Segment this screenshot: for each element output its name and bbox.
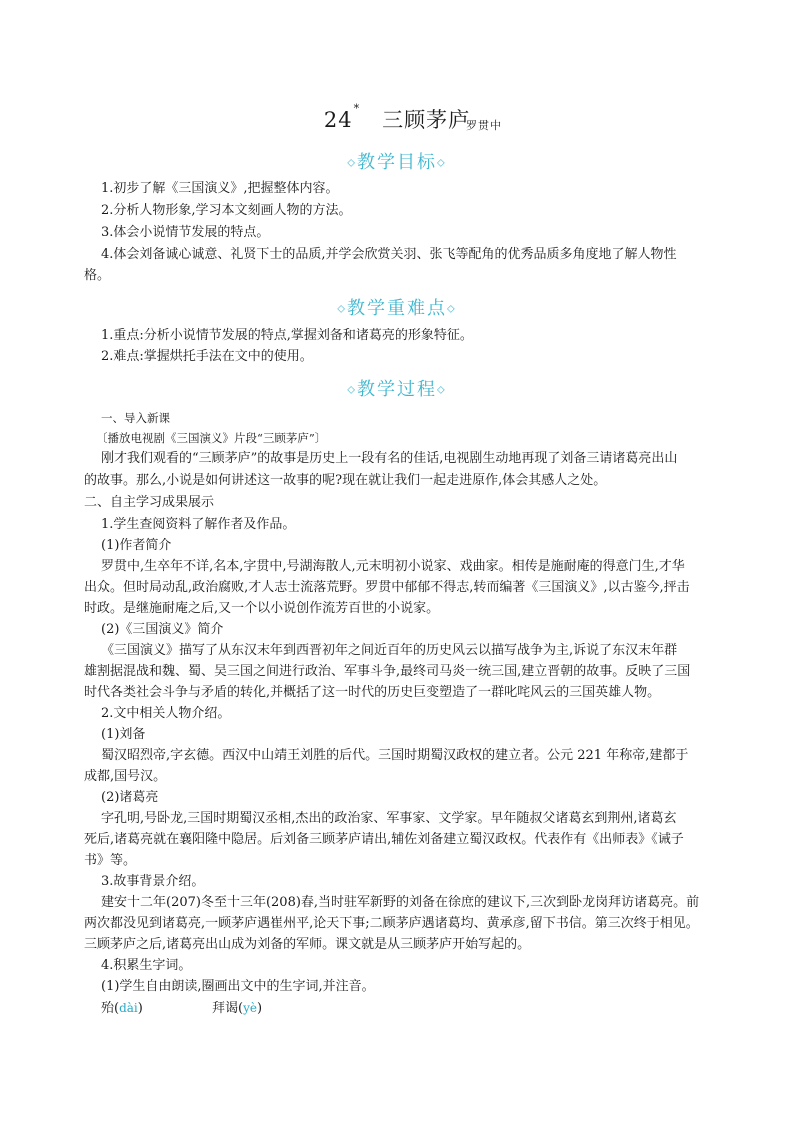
part-title: 二、自主学习成果展示 [84, 495, 215, 510]
goal-item: 3.体会小说情节发展的特点。 [101, 225, 270, 240]
lesson-name: 三顾茅庐 [382, 108, 471, 132]
paragraph-line: 建安十二年(207)冬至十三年(208)春,当时驻军新野的刘备在徐庶的建议下,三次到卧龙岗拜访诸葛亮。前 [101, 895, 700, 910]
vocab-word: 拜谒(yè) [212, 1001, 263, 1016]
paragraph-line: 的故事。那么,小说是如何讲述这一故事的呢?现在就让我们一起走进原作,体会其感人之处。 [84, 473, 607, 488]
paragraph-line: 《三国演义》描写了从东汉末年到西晋初年之间近百年的历史风云以描写战争为主,诉说了东汉末年群 [101, 643, 678, 658]
self-study-marker: * [353, 102, 361, 115]
diamond-icon: ◇ [347, 157, 357, 169]
paragraph-line: 两次都没见到诸葛亮,一顾茅庐遇崔州平,论天下事;二顾茅庐遇诸葛均、黄承彦,留下书信。第三次终于相见。 [84, 916, 699, 931]
pinyin: dài [119, 1001, 138, 1015]
part-note: 〔播放电视剧《三国演义》片段“三顾茅庐”〕 [96, 431, 327, 445]
paragraph-line: 雄割据混战和魏、蜀、吴三国之间进行政治、军事斗争,最终司马炎一统三国,建立晋朝的故事。反映了三国 [84, 664, 691, 679]
lesson-number: 24 [323, 108, 353, 132]
keypoint-item: 1.重点:分析小说情节发展的特点,掌握刘备和诸葛亮的形象特征。 [101, 328, 473, 343]
paragraph-line: 罗贯中,生卒年不详,名本,字贯中,号湖海散人,元末明初小说家、戏曲家。相传是施耐庵的得意门生,才华 [101, 559, 685, 574]
goal-item: 4.体会刘备诚心诚意、礼贤下士的品质,并学会欣赏关羽、张飞等配角的优秀品质多角度地了解人物性 [101, 247, 677, 262]
diamond-icon: ◇ [447, 303, 457, 315]
paragraph-line: 刚才我们观看的“三顾茅庐”的故事是历史上一段有名的佳话,电视剧生动地再现了刘备三请诸葛亮出山 [101, 451, 678, 466]
goal-item: 1.初步了解《三国演义》,把握整体内容。 [101, 181, 339, 196]
author-name: 罗贯中 [466, 119, 502, 132]
paragraph-line: 三顾茅庐之后,诸葛亮出山成为刘备的军师。课文就是从三顾茅庐开始写起的。 [84, 937, 531, 952]
paragraph-line: 字孔明,号卧龙,三国时期蜀汉丞相,杰出的政治家、军事家、文学家。早年随叔父诸葛玄到荆州,诸葛玄 [101, 811, 677, 826]
list-item: 1.学生查阅资料了解作者及作品。 [101, 517, 296, 532]
paragraph-line: 蜀汉昭烈帝,字玄德。西汉中山靖王刘胜的后代。三国时期蜀汉政权的建立者。公元 221 年称帝,建都于 [101, 748, 689, 763]
paragraph-line: 成都,国号汉。 [84, 769, 167, 784]
paragraph-line: 时政。是继施耐庵之后,又一个以小说创作流芳百世的小说家。 [84, 601, 440, 616]
part-title: 一、导入新课 [101, 411, 170, 425]
sub-item: (1)刘备 [101, 727, 146, 742]
paragraph-line: 出众。但时局动乱,政治腐败,才人志士流落荒野。罗贯中郁郁不得志,转而编著《三国演义》,以古鉴今,抨击 [84, 580, 690, 595]
vocab-word: 殆(dài) [101, 1001, 143, 1016]
paragraph-line: 时代各类社会斗争与矛盾的转化,并概括了这一时代的历史巨变塑造了一群叱咤风云的三国英雄人物。 [84, 685, 661, 700]
sub-item: (2)《三国演义》简介 [101, 622, 224, 637]
diamond-icon: ◇ [437, 384, 447, 396]
list-item: 2.文中相关人物介绍。 [101, 706, 231, 721]
paragraph-line: 书》等。 [84, 853, 137, 868]
list-item: 4.积累生字词。 [101, 958, 192, 973]
diamond-icon: ◇ [347, 384, 357, 396]
sub-item: (2)诸葛亮 [101, 790, 159, 805]
pinyin: yè [243, 1001, 257, 1015]
process-heading: ◇教学过程◇ [347, 379, 447, 400]
lesson-title [0, 104, 794, 134]
keypoints-heading: ◇教学重难点◇ [337, 298, 457, 319]
goal-item: 2.分析人物形象,学习本文刻画人物的方法。 [101, 203, 352, 218]
paragraph-line: 死后,诸葛亮就在襄阳隆中隐居。后刘备三顾茅庐请出,辅佐刘备建立蜀汉政权。代表作有《出师表》《诫子 [84, 832, 684, 847]
goals-heading: ◇教学目标◇ [347, 152, 447, 173]
diamond-icon: ◇ [337, 303, 347, 315]
sub-item: (1)作者简介 [101, 538, 172, 553]
list-item: 3.故事背景介绍。 [101, 874, 205, 889]
sub-item: (1)学生自由朗读,圈画出文中的生字词,并注音。 [101, 979, 375, 994]
diamond-icon: ◇ [437, 157, 447, 169]
keypoint-item: 2.难点:掌握烘托手法在文中的使用。 [101, 349, 313, 364]
goal-item: 格。 [84, 268, 111, 283]
